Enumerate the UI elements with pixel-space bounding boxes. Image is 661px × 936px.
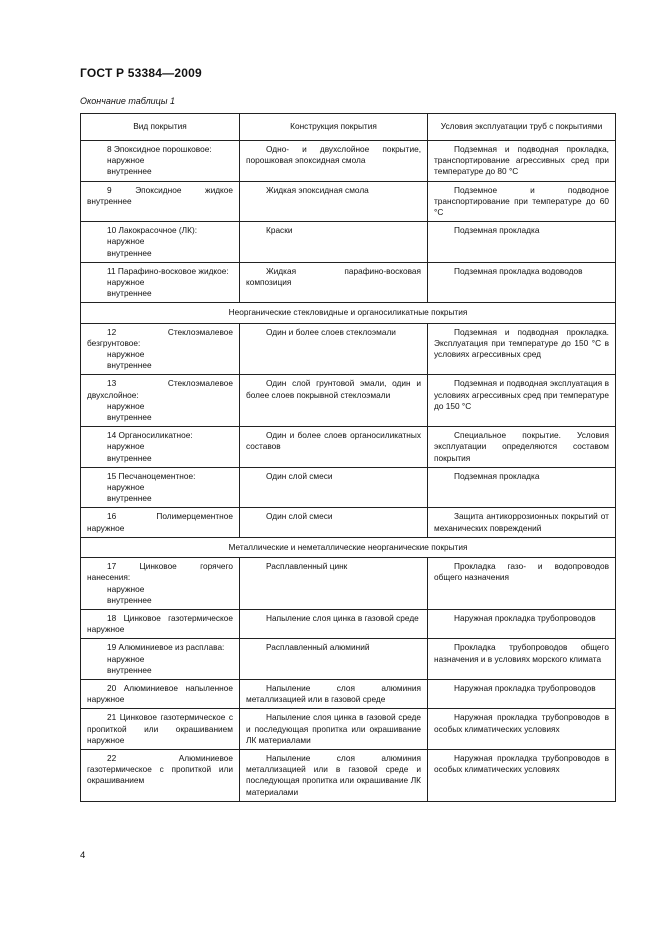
conditions-cell: [428, 709, 616, 750]
construction-text: Одно- и двухслойное покрытие, порошковая эпоксидная смола: [246, 144, 421, 166]
coating-type-name: 14 Органосиликатное:: [107, 430, 193, 441]
section-row: [81, 537, 616, 557]
coating-type-cell: [81, 709, 240, 750]
construction-text: Жидкая парафино-восковая композиция: [246, 265, 421, 288]
coating-subtype: наружное: [107, 349, 145, 360]
conditions-text: Подземная и подводная прокладка. Эксплуатация при температуре до 150 °С в условиях агрессивных сред: [434, 326, 609, 360]
coating-type-name: 19 Алюминиевое из расплава:: [107, 642, 225, 653]
coating-type-name: 9 Эпоксидное жидкое внутреннее: [87, 184, 233, 206]
conditions-cell: [428, 609, 616, 638]
conditions-text: Подземная и подводная прокладка, транспортирование агрессивных сред при температуре до 80 °С: [434, 144, 609, 177]
table-row: [81, 709, 616, 750]
coating-type-name: 22 Алюминиевое газотермическое с пропиткой или окрашиванием: [87, 752, 233, 786]
construction-text: Напыление слоя алюминия металлизацией или в газовой среде и последующая пропитка или окрашивание ЛК материалами: [246, 752, 421, 797]
table-caption: Окончание таблицы 1: [80, 96, 175, 106]
coating-subtype: внутреннее: [107, 166, 152, 177]
conditions-cell: [428, 558, 616, 610]
conditions-text: Защита антикоррозионных покрытий от механических повреждений: [434, 511, 609, 533]
conditions-text: Подземная прокладка: [454, 225, 540, 236]
construction-text: Напыление слоя цинка в газовой среде: [266, 612, 419, 623]
table-row: [81, 558, 616, 610]
table-row: [81, 749, 616, 801]
conditions-text: Наружная прокладка трубопроводов в особых климатических условиях: [434, 712, 609, 734]
coating-type-cell: [81, 141, 240, 182]
table-row: [81, 609, 616, 638]
conditions-text: Подземная и подводная эксплуатация в условиях агрессивных сред при температуре до 150 °С: [434, 378, 609, 411]
construction-cell: [240, 749, 428, 801]
coating-type-cell: [81, 749, 240, 801]
coating-subtype: наружное: [107, 583, 145, 594]
coating-subtype: внутреннее: [107, 664, 152, 675]
construction-text: Расплавленный алюминий: [266, 642, 370, 653]
construction-cell: [240, 375, 428, 427]
construction-text: Напыление слоя алюминия металлизацией или в газовой среде: [246, 682, 421, 705]
conditions-text: Наружная прокладка трубопроводов: [454, 612, 596, 623]
conditions-cell: [428, 181, 616, 222]
table-row: [81, 222, 616, 263]
section-title: Металлические и неметаллические неорганические покрытия: [81, 537, 616, 557]
construction-text: Один и более слоев стеклоэмали: [266, 326, 396, 337]
construction-text: Краски: [266, 225, 293, 236]
coating-subtype: внутреннее: [107, 412, 152, 423]
coating-subtype: внутреннее: [107, 452, 152, 463]
construction-cell: [240, 609, 428, 638]
construction-text: Один слой смеси: [266, 470, 333, 481]
conditions-cell: [428, 679, 616, 708]
coating-type-name: 15 Песчаноцементное:: [107, 470, 196, 481]
conditions-cell: [428, 749, 616, 801]
coating-type-cell: [81, 222, 240, 263]
header-coating-type: Вид покрытия: [81, 114, 240, 141]
conditions-text: Прокладка газо- и водопроводов общего назначения: [434, 561, 609, 583]
coating-subtype: наружное: [107, 400, 145, 411]
conditions-cell: [428, 639, 616, 680]
coating-subtype: внутреннее: [107, 594, 152, 605]
coating-type-name: 18 Цинковое газотермическое наружное: [87, 612, 233, 635]
construction-cell: [240, 181, 428, 222]
document-code: ГОСТ Р 53384—2009: [80, 66, 202, 80]
conditions-text: Подземное и подводное транспортирование при температуре до 60 °С: [434, 184, 609, 218]
header-conditions: Условия эксплуатации труб с покрытиями: [428, 114, 616, 141]
construction-cell: [240, 323, 428, 375]
coating-subtype: внутреннее: [107, 288, 152, 299]
construction-cell: [240, 427, 428, 468]
table-row: [81, 262, 616, 303]
construction-cell: [240, 639, 428, 680]
construction-cell: [240, 508, 428, 537]
coating-type-cell: [81, 467, 240, 508]
coating-type-name: 21 Цинковое газотермическое с пропиткой или окрашиванием наружное: [87, 712, 233, 745]
conditions-cell: [428, 375, 616, 427]
construction-text: Напыление слоя цинка в газовой среде и последующая пропитка или окрашивание ЛК материалами: [246, 712, 421, 745]
construction-cell: [240, 709, 428, 750]
construction-text: Один слой смеси: [266, 511, 333, 522]
construction-text: Расплавленный цинк: [266, 561, 348, 572]
table-row: [81, 508, 616, 537]
conditions-cell: [428, 262, 616, 303]
coating-subtype: наружное: [107, 155, 145, 166]
conditions-text: Подземная прокладка водоводов: [454, 265, 583, 276]
coating-type-cell: [81, 609, 240, 638]
conditions-text: Наружная прокладка трубопроводов в особых климатических условиях: [434, 752, 609, 775]
coating-type-cell: [81, 262, 240, 303]
construction-cell: [240, 141, 428, 182]
construction-cell: [240, 558, 428, 610]
coating-type-name: 17 Цинковое горячего нанесения:: [87, 561, 233, 583]
coating-subtype: наружное: [107, 482, 145, 493]
construction-cell: [240, 679, 428, 708]
coating-subtype: наружное: [107, 277, 145, 288]
conditions-text: Прокладка трубопроводов общего назначения и в условиях морского климата: [434, 642, 609, 664]
coating-subtype: внутреннее: [107, 493, 152, 504]
conditions-cell: [428, 467, 616, 508]
construction-text: Один слой грунтовой эмали, один и более слоев покрывной стеклоэмали: [246, 378, 421, 400]
coating-type-name: 10 Лакокрасочное (ЛК):: [107, 225, 198, 236]
coating-type-cell: [81, 323, 240, 375]
coating-type-cell: [81, 181, 240, 222]
table-row: [81, 141, 616, 182]
coating-type-name: 8 Эпоксидное порошковое:: [107, 144, 212, 154]
coating-type-name: 13 Стеклоэмалевое двухслойное:: [87, 378, 233, 400]
construction-text: Один и более слоев органосиликатных составов: [246, 430, 421, 452]
coating-subtype: наружное: [107, 653, 145, 664]
coating-subtype: наружное: [107, 236, 145, 247]
coatings-table: [80, 113, 616, 802]
coating-type-name: 16 Полимерцементное наружное: [87, 511, 233, 533]
coating-type-cell: [81, 375, 240, 427]
conditions-cell: [428, 222, 616, 263]
coating-type-name: 11 Парафино-восковое жидкое:: [107, 265, 229, 276]
conditions-text: Специальное покрытие. Условия эксплуатации определяются составом покрытия: [434, 430, 609, 463]
table-row: [81, 679, 616, 708]
coating-type-cell: [81, 639, 240, 680]
section-title: Неорганические стекловидные и органосиликатные покрытия: [81, 303, 616, 323]
page-number: 4: [80, 850, 86, 861]
table-row: [81, 467, 616, 508]
table-row: [81, 639, 616, 680]
coating-type-cell: [81, 508, 240, 537]
header-construction: Конструкция покрытия: [240, 114, 428, 141]
table-row: [81, 427, 616, 468]
coating-type-cell: [81, 558, 240, 610]
coating-type-name: 12 Стеклоэмалевое безгрунтовое:: [87, 326, 233, 348]
construction-cell: [240, 467, 428, 508]
coating-type-name: 20 Алюминиевое напыленное наружное: [87, 682, 233, 705]
coating-type-cell: [81, 679, 240, 708]
conditions-text: Подземная прокладка: [454, 470, 540, 481]
coating-subtype: наружное: [107, 441, 145, 452]
table-row: [81, 323, 616, 375]
construction-text: Жидкая эпоксидная смола: [266, 184, 369, 195]
construction-cell: [240, 262, 428, 303]
coating-subtype: внутреннее: [107, 247, 152, 258]
coating-subtype: внутреннее: [107, 360, 152, 371]
construction-cell: [240, 222, 428, 263]
table-row: [81, 181, 616, 222]
coating-type-cell: [81, 427, 240, 468]
section-row: [81, 303, 616, 323]
conditions-cell: [428, 427, 616, 468]
conditions-text: Наружная прокладка трубопроводов: [454, 682, 596, 693]
table-row: [81, 375, 616, 427]
conditions-cell: [428, 323, 616, 375]
conditions-cell: [428, 508, 616, 537]
table-header-row: [81, 114, 616, 141]
conditions-cell: [428, 141, 616, 182]
